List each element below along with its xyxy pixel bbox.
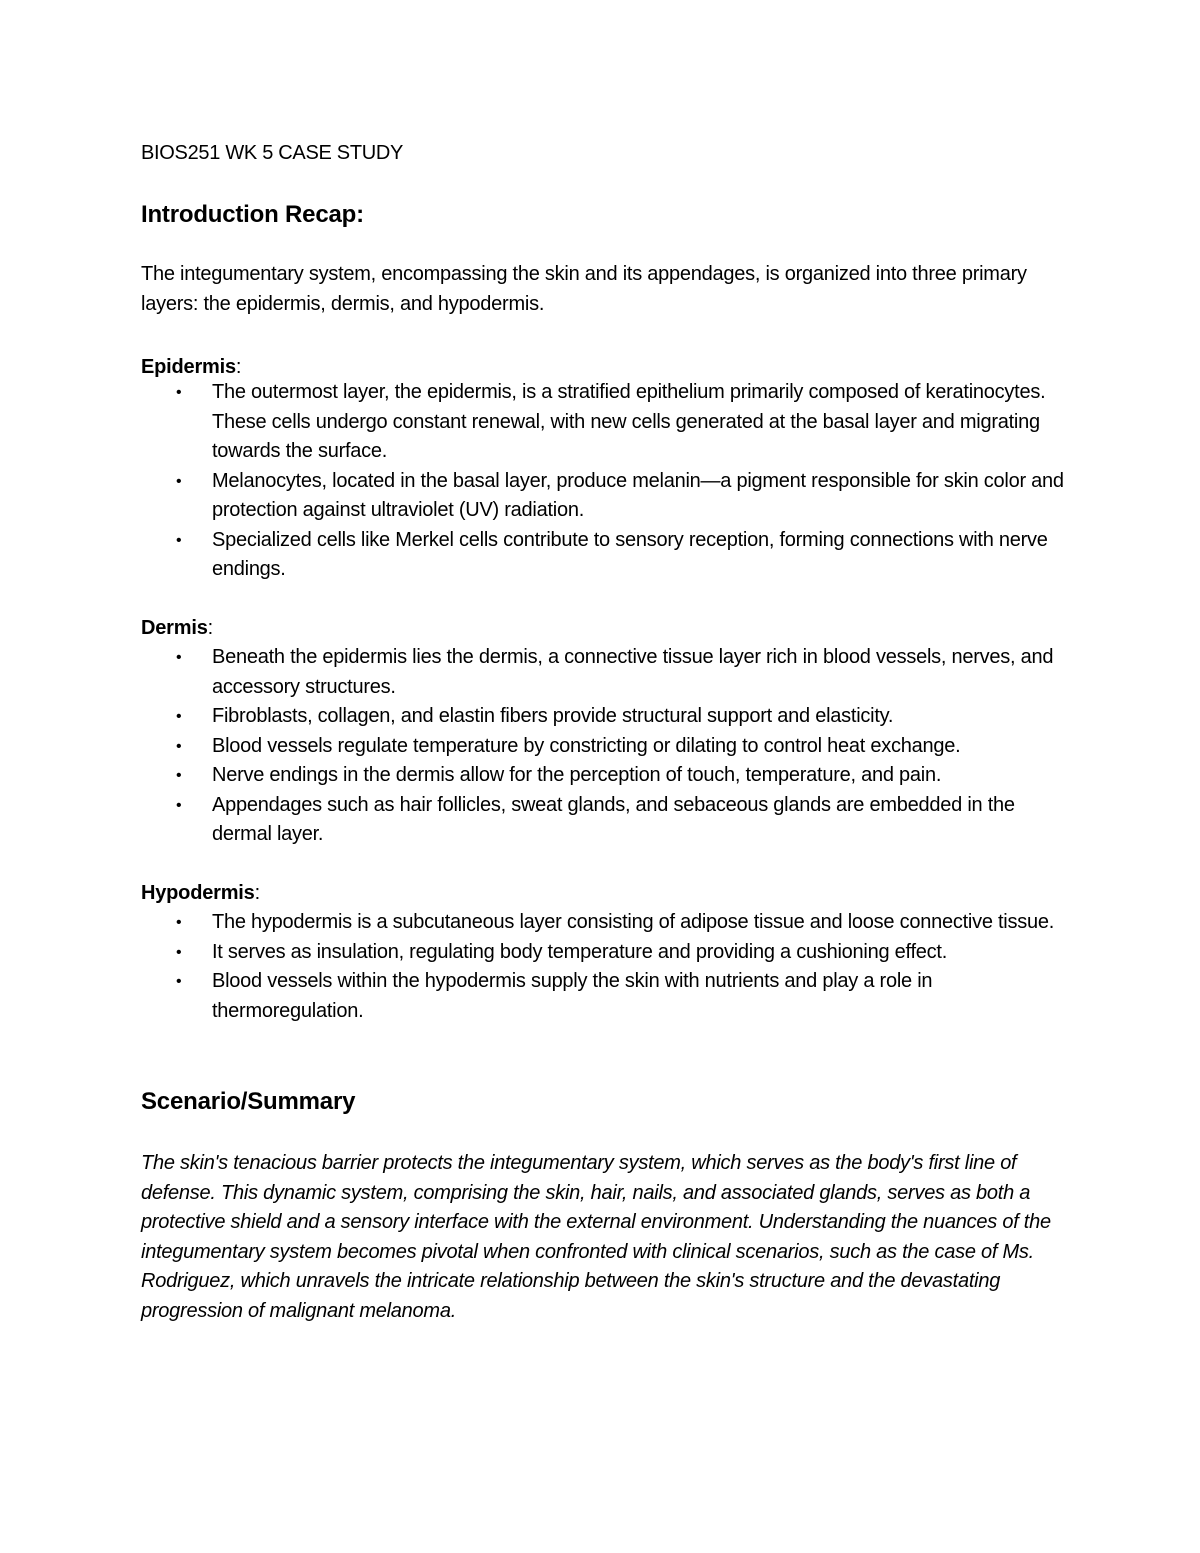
list-item bbox=[174, 526, 1074, 585]
list-item bbox=[174, 967, 1074, 1026]
epidermis-heading bbox=[141, 353, 241, 381]
heading-colon: : bbox=[235, 356, 242, 378]
list-item-text: Appendages such as hair follicles, sweat glands, and sebaceous glands are embedded in the dermal layer. bbox=[212, 793, 1015, 845]
bullet-icon: • bbox=[176, 708, 182, 725]
dermis-heading bbox=[141, 614, 213, 642]
bullet-icon: • bbox=[176, 943, 182, 961]
intro-paragraph: The integumentary system, encompassing the skin and its appendages, is organized into three primary layers: the epidermis, dermis, and hypodermis. bbox=[141, 263, 1027, 315]
list-item-text: The hypodermis is a subcutaneous layer consisting of adipose tissue and loose connective tissue. bbox=[212, 911, 1055, 933]
bullet-icon: • bbox=[176, 531, 182, 549]
scenario-heading: Scenario/Summary bbox=[141, 1088, 356, 1115]
dermis-heading-text: Dermis bbox=[141, 617, 208, 639]
list-item-text: Fibroblasts, collagen, and elastin fibers provide structural support and elasticity. bbox=[212, 705, 894, 727]
bullet-icon: • bbox=[176, 649, 182, 666]
bullet-icon: • bbox=[176, 767, 182, 784]
list-item bbox=[174, 702, 1074, 732]
list-item-text: Nerve endings in the dermis allow for the perception of touch, temperature, and pain. bbox=[212, 764, 942, 786]
bullet-icon: • bbox=[176, 472, 182, 490]
dermis-bullet-list bbox=[174, 643, 1074, 850]
list-item-text: Melanocytes, located in the basal layer, produce melanin—a pigment responsible for skin color and protection against ultraviolet (UV) radiation. bbox=[212, 469, 1064, 521]
list-item bbox=[174, 791, 1074, 850]
list-item-text: Beneath the epidermis lies the dermis, a connective tissue layer rich in blood vessels, nerves, and accessory structures. bbox=[212, 646, 1054, 698]
list-item bbox=[174, 378, 1074, 467]
list-item-text: Specialized cells like Merkel cells contribute to sensory reception, forming connections with nerve endings. bbox=[212, 528, 1048, 580]
list-item bbox=[174, 732, 1074, 762]
bullet-icon: • bbox=[176, 384, 182, 401]
list-item bbox=[174, 643, 1074, 702]
list-item-text: It serves as insulation, regulating body temperature and providing a cushioning effect. bbox=[212, 940, 948, 963]
list-item bbox=[174, 761, 1074, 791]
heading-colon: : bbox=[207, 617, 213, 639]
scenario-paragraph: The skin's tenacious barrier protects the integumentary system, which serves as the body's first line of defense. This dynamic system, comprising the skin, hair, nails, and associated glands, serves as both a protective shield and a sensory interface with the external environment. Understanding the nuances of the integumentary system becomes pivotal when confronted with clinical scenarios, such as the case of Ms. Rodriguez, which unravels the intricate relationship between the skin's structure and the devastating progression of malignant melanoma. bbox=[141, 1152, 1051, 1322]
bullet-icon: • bbox=[176, 973, 182, 990]
list-item bbox=[174, 467, 1074, 526]
list-item-text: The outermost layer, the epidermis, is a stratified epithelium primarily composed of keratinocytes. These cells undergo constant renewal, with new cells generated at the basal layer and migrating towards the surface. bbox=[212, 381, 1046, 462]
epidermis-bullet-list bbox=[174, 378, 1074, 585]
hypodermis-heading-text: Hypodermis bbox=[141, 882, 255, 904]
list-item-text: Blood vessels within the hypodermis supply the skin with nutrients and play a role in thermoregulation. bbox=[212, 970, 933, 1022]
hypodermis-bullet-list bbox=[174, 908, 1074, 1026]
list-item bbox=[174, 908, 1074, 938]
list-item bbox=[174, 938, 1074, 968]
hypodermis-heading bbox=[141, 879, 260, 907]
bullet-icon: • bbox=[176, 796, 182, 814]
bullet-icon: • bbox=[176, 914, 182, 931]
epidermis-heading-text: Epidermis bbox=[141, 356, 236, 378]
document-title: BIOS251 WK 5 CASE STUDY bbox=[141, 142, 404, 164]
bullet-icon: • bbox=[176, 737, 182, 755]
heading-colon: : bbox=[254, 882, 260, 904]
list-item-text: Blood vessels regulate temperature by constricting or dilating to control heat exchange. bbox=[212, 734, 961, 757]
intro-heading: Introduction Recap: bbox=[141, 201, 364, 228]
